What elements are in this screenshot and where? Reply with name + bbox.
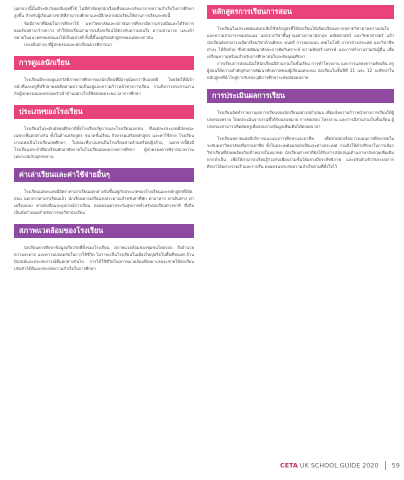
tuition-fees-paragraph: โรงเรียนแต่ละแห่งมีอัตราค่าเล่าเรียนแตกต่างกันขึ้นอยู่กับประเภทของโรงเรียนและหลักสูตรที่เปิดสอน นอกจากค่าเล่าเรียนแล้ว นักเรียนควรเตรียมงบประมาณสำหรับค่าที่พัก ค่าอาหาร ค่าเดินทาง ค่าเครื่องแบบ ค่าหนังสือและอุปกรณ์การเรียน ตลอดจนค่าประกันสุขภาพสำหรับนักเรียนต่างชาติ ซึ่งถือเป็นข้อกำหนดสำหรับการขอวีซ่านักเรียน: [14, 189, 194, 215]
page-number: 59: [391, 461, 400, 470]
school-types-paragraph: โรงเรียนในระดับมัธยมศึกษามีทั้งโรงเรียนรัฐบาลและโรงเรียนเอกชน ซึ่งแต่ละประเภทมีลักษณะเฉพาะที่แตกต่างกัน ทั้งในด้านหลักสูตร ขนาดชั้นเรียน กิจกรรมเสริมหลักสูตร และค่าใช้จ่าย โรงเรียนบางแห่งเป็นโรงเรียนสหศึกษา ในขณะที่บางแห่งเป็นโรงเรียนชายล้วนหรือหญิงล้วน นอกจากนี้ยังมีโรงเรียนประจำที่นักเรียนพักอาศัยภายในโรงเรียนตลอดภาคการศึกษา ผู้ปกครองควรพิจารณาความเหมาะสมกับบุตรหลาน: [14, 126, 194, 159]
intro-paragraph-3: ประเด็นต่างๆ ที่ผู้ปกครองและนักเรียนควรพิจารณา: [24, 42, 113, 47]
student-care-paragraph: โรงเรียนมีระบบดูแลสวัสดิภาพการศึกษาของนักเรียนที่มีอายุน้อยกว่าสิบแปดปี โดยจัดให้มีเจ้าหน้าที่และครูที่ปรึกษาคอยติดตามความเป็นอยู่และความก้าวหน้าทางการเรียน รวมถึงการประสานงานกับผู้ปกครองและครอบครัวเจ้าบ้านอย่างใกล้ชิดตลอดระยะเวลาการศึกษา: [14, 77, 194, 96]
curriculum-paragraph: โรงเรียนในประเทศออสเตรเลียใช้หลักสูตรที่ให้นักเรียนได้เลือกเรียนหลากหลายวิชาตามความสนใจและความสามารถของตนเอง นอกจากวิชาพื้นฐานอย่างภาษาอังกฤษ คณิตศาสตร์ และวิทยาศาสตร์ แล้ว นักเรียนยังสามารถเลือกเรียนวิชาด้านศิลปะ ดนตรี การออกแบบ เทคโนโลยี ภาษาต่างประเทศ และวิชาชีพต่างๆ ได้อีกด้วย ซึ่งช่วยพัฒนาทักษะการคิดวิเคราะห์ ความคิดสร้างสรรค์ และการทำงานร่วมกับผู้อื่น เพื่อเตรียมความพร้อมสำหรับการศึกษาต่อในระดับอุดมศึกษา: [207, 26, 394, 59]
intro-paragraph: นอกจากนี้นั้นมีระดับวัดผลสัมฤทธิ์ได้ ไม่มีหัวข้อทุกนักเรียนที่จบและกลับมาจากความสำเร็จในการศึกษาสูงขึ้น สำหรับผู้เรียนต่างชาติที่สามารถศึกษาและมีอีกหลายนักเรียนให้ผ่านการเรียนระดับนี้: [14, 6, 194, 18]
left-column: [14, 0, 194, 272]
footer-divider: [385, 461, 386, 470]
section-heading-student-care: การดูแลนักเรียน: [14, 56, 194, 70]
footer-brand: CETA: [280, 461, 298, 470]
section-heading-tuition-fees: ค่าเล่าเรียนและค่าใช้จ่ายอื่นๆ: [14, 168, 194, 182]
section-heading-school-types: ประเภทของโรงเรียน: [14, 105, 194, 119]
section-heading-school-environment: สภาพแวดล้อมของโรงเรียน: [14, 224, 194, 238]
intro-paragraph-2: ข้อมีสาขาที่นิยมในการศึกษาได้ มหาวิทยาลัยและสถาบันการศึกษามีความร่วมมือและได้รับการยอมรับอย่างกว้างขวาง ทำให้นักเรียนสามารถเลือกเรียนได้ตรงกับความสนใจ ความสามารถ และเป้าหมายในอนาคตของตนเองได้เป็นอย่างดี ทั้งนี้ขึ้นอยู่กับหลักสูตรของแต่ละสถาบัน: [14, 21, 194, 40]
section-heading-curriculum: หลักสูตรการเรียนการสอน: [207, 5, 394, 19]
footer-title: UK SCHOOL GUIDE 2020: [299, 461, 379, 470]
assessment-paragraph: โรงเรียนจัดทำรายงานผลการเรียนของนักเรียนอย่างสม่ำเสมอ เพื่อแจ้งความก้าวหน้าทางการเรียนให้ผู้ปกครองทราบ โดยประเมินจากงานที่ได้รับมอบหมาย การทดสอบ โครงงาน และการมีส่วนร่วมในชั้นเรียน ผู้ปกครองสามารถติดต่อครูเพื่อสอบถามข้อมูลเพิ่มเติมได้ตลอดเวลา: [207, 110, 394, 129]
assessment-paragraph-2: โรงเรียนหลายแห่งมีบริการแนะแนวการศึกษาและอาชีพ เพื่อช่วยนักเรียนวางแผนการศึกษาต่อในระดับมหาวิทยาลัยหรือสายอาชีพ ทั้งในประเทศออสเตรเลียและต่างประเทศ รวมถึงให้คำปรึกษาในการเลือกวิชาเรียนที่สอดคล้องกับเป้าหมายในอนาคต นักเรียนต่างชาติยังได้รับการสนับสนุนด้านภาษาอังกฤษเพิ่มเติมหากจำเป็น เพื่อให้สามารถเรียนรู้ร่วมกับเพื่อนร่วมชั้นได้อย่างมีประสิทธิภาพ และปรับตัวเข้ากับระบบการศึกษาได้อย่างรวดเร็วและราบรื่น ตลอดจนประสบความสำเร็จตามที่ตั้งใจไว้: [207, 136, 394, 169]
page-footer: [280, 461, 400, 470]
curriculum-paragraph-2: การเรียนการสอนเน้นให้นักเรียนมีส่วนร่วมในชั้นเรียน การทำโครงงาน และการแสดงความคิดเห็น ครูผู้สอนให้ความสำคัญกับการพัฒนาศักยภาพของผู้เรียนแต่ละคน นักเรียนในชั้นปีที่ 11 และ 12 จะศึกษาในหลักสูตรที่นำไปสู่การรับรองวุฒิการศึกษาระดับมัธยมปลาย: [207, 61, 394, 80]
section-heading-assessment: การประเมินผลการเรียน: [207, 89, 394, 103]
right-column: [207, 0, 394, 170]
school-environment-paragraph: นักเรียนควรศึกษาข้อมูลเกี่ยวกับที่ตั้งของโรงเรียน สภาพแวดล้อมของชุมชนโดยรอบ สิ่งอำนวยความสะดวก และความปลอดภัยในการใช้ชีวิต ไม่ว่าจะเป็นโรงเรียนในเมืองใหญ่หรือในพื้นที่ชนบท ล้วนมีเสน่ห์และประสบการณ์ที่แตกต่างกันไป การได้ใช้ชีวิตในสภาพแวดล้อมที่เหมาะสมจะช่วยให้นักเรียนปรับตัวได้ดีและประสบความสำเร็จในการศึกษา: [14, 245, 194, 271]
